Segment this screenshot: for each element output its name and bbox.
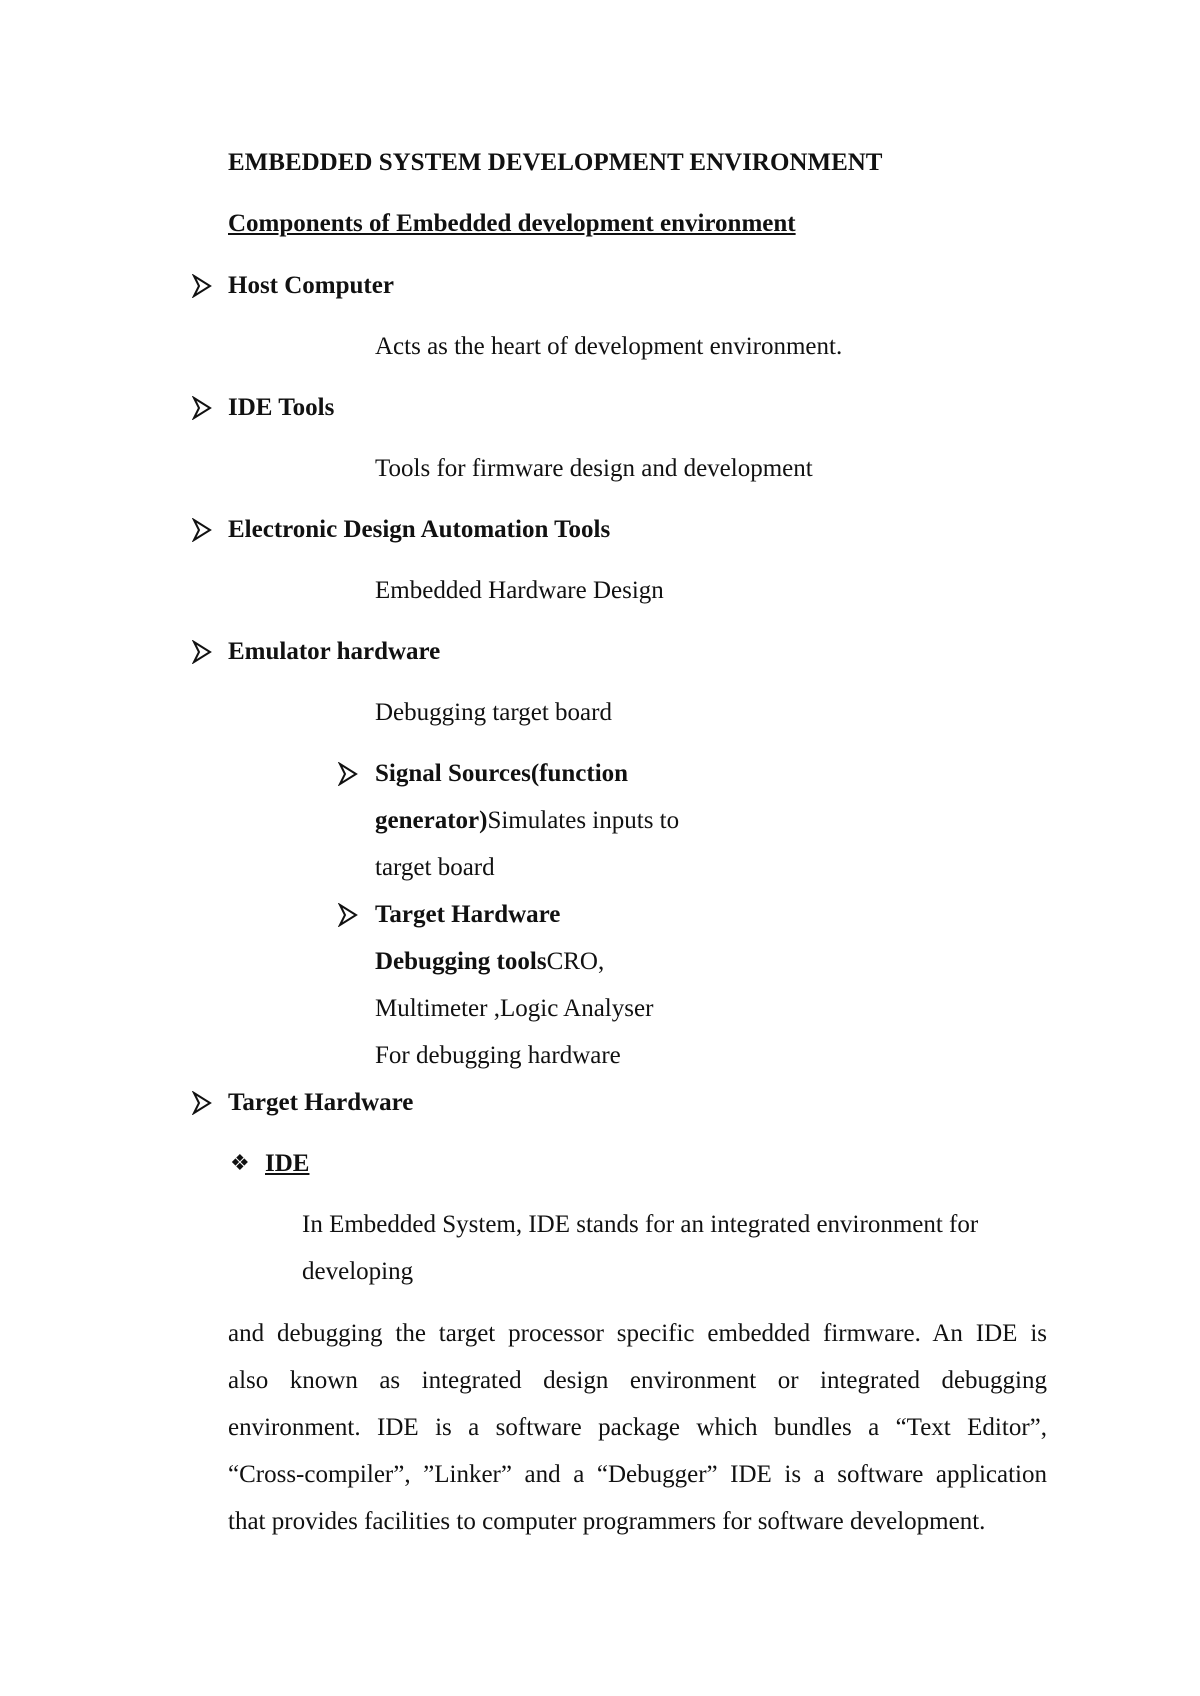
paragraph-line: “Cross-compiler”, ”Linker” and a “Debugger” IDE is a software application: [228, 1461, 1047, 1488]
sub-item-plain-text: Simulates inputs to: [487, 807, 680, 834]
arrow-bullet-icon: [192, 1091, 212, 1115]
sub-item-bold-text: generator): [375, 807, 488, 834]
paragraph-line: and debugging the target processor specific embedded firmware. An IDE is: [228, 1320, 1047, 1347]
item-heading-host-computer: Host Computer: [228, 272, 394, 299]
page-title: EMBEDDED SYSTEM DEVELOPMENT ENVIRONMENT: [228, 149, 883, 176]
item-heading-eda-tools: Electronic Design Automation Tools: [228, 516, 611, 543]
paragraph-line: environment. IDE is a software package which bundles a “Text Editor”,: [228, 1414, 1047, 1441]
target-hardware-heading: Target Hardware: [228, 1089, 414, 1116]
paragraph-line: that provides facilities to computer programmers for software development.: [228, 1508, 986, 1535]
section-subtitle: Components of Embedded development environment: [228, 210, 796, 237]
arrow-bullet-icon: [192, 396, 212, 420]
sub-item-bold-text: Debugging tools: [375, 948, 547, 975]
item-heading-ide-tools: IDE Tools: [228, 394, 335, 421]
diamond-bullet-icon: ❖: [230, 1150, 250, 1175]
arrow-bullet-icon: [192, 274, 212, 298]
sub-item-target-hardware-line-2: [375, 947, 604, 977]
ide-intro-line-2: developing: [302, 1258, 414, 1285]
sub-item-target-hardware-line-4: For debugging hardware: [375, 1042, 621, 1069]
arrow-bullet-icon: [192, 518, 212, 542]
sub-item-plain-text: CRO,: [546, 948, 605, 975]
sub-item-signal-sources: Signal Sources(function: [375, 760, 629, 787]
sub-item-signal-sources-line-3: target board: [375, 854, 495, 881]
item-desc-host-computer: Acts as the heart of development environment.: [375, 333, 843, 360]
sub-item-target-hardware: Target Hardware: [375, 901, 561, 928]
item-desc-eda-tools: Embedded Hardware Design: [375, 577, 664, 604]
ide-heading: IDE: [265, 1150, 310, 1177]
item-desc-ide-tools: Tools for firmware design and development: [375, 455, 813, 482]
sub-item-signal-sources-line-2: [375, 806, 679, 836]
sub-item-target-hardware-line-3: Multimeter ,Logic Analyser: [375, 995, 654, 1022]
arrow-bullet-icon: [192, 640, 212, 664]
arrow-bullet-icon: [338, 762, 358, 786]
arrow-bullet-icon: [338, 903, 358, 927]
paragraph-line: also known as integrated design environment or integrated debugging: [228, 1367, 1047, 1394]
ide-intro-line-1: In Embedded System, IDE stands for an integrated environment for: [302, 1211, 979, 1238]
item-desc-emulator-hardware: Debugging target board: [375, 699, 612, 726]
item-heading-emulator-hardware: Emulator hardware: [228, 638, 441, 665]
